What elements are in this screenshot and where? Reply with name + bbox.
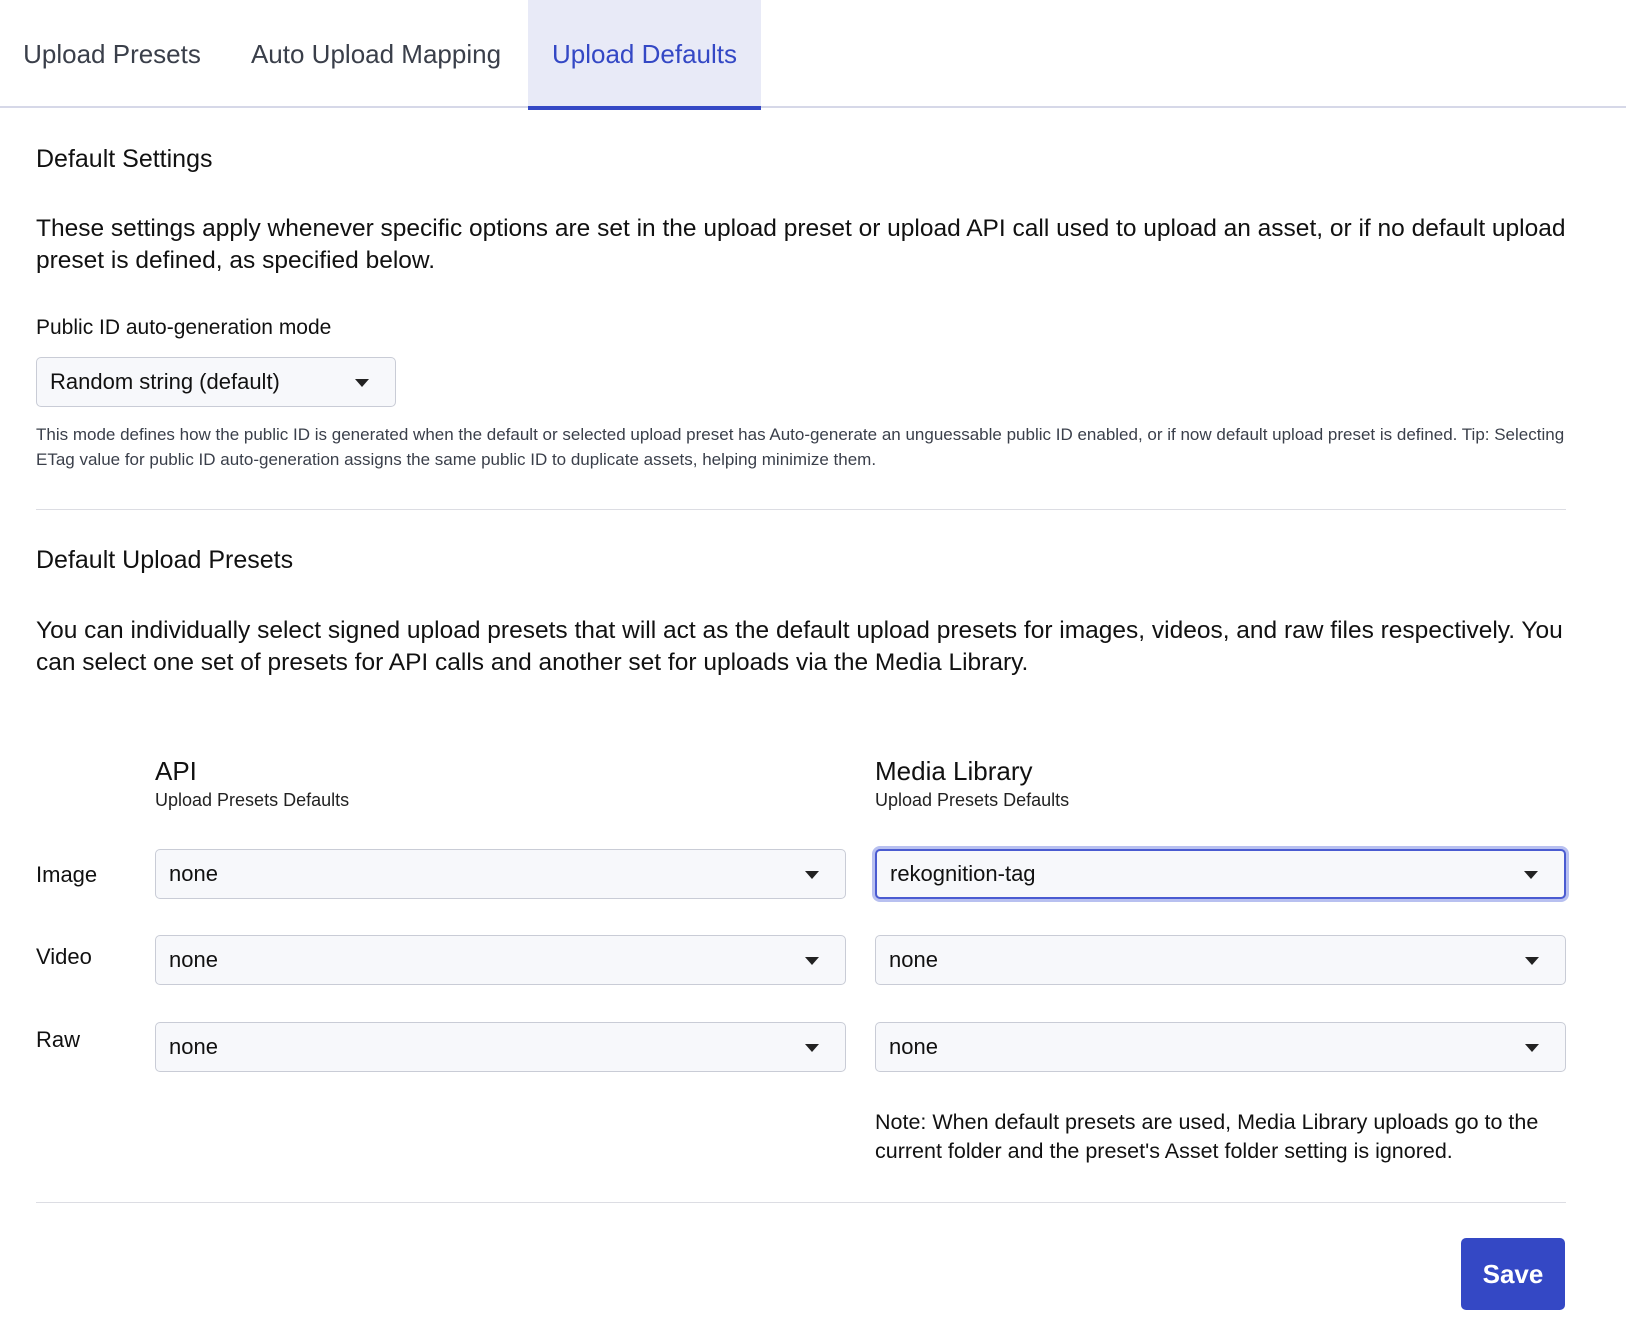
row-label-image: Image [36, 862, 98, 887]
media-library-video-value: none [889, 947, 938, 972]
media-library-image-value: rekognition-tag [890, 861, 1036, 886]
api-image-value: none [169, 861, 218, 886]
default-settings-heading: Default Settings [36, 145, 213, 173]
caret-down-icon [1525, 1044, 1539, 1052]
tab-upload-defaults[interactable] [528, 0, 761, 108]
tab-auto-upload-mapping[interactable] [224, 0, 528, 108]
save-button[interactable]: Save [1461, 1238, 1565, 1310]
media-library-raw-value: none [889, 1034, 938, 1059]
section-divider [36, 509, 1566, 510]
tab-upload-presets[interactable] [0, 0, 224, 108]
api-raw-value: none [169, 1034, 218, 1059]
default-settings-description: These settings apply whenever specific options are set in the upload preset or upload API call used to upload an asset, or if no default upload preset is defined, as specified below. [36, 215, 1566, 274]
media-library-column-title: Media Library [875, 756, 1033, 786]
media-library-column-subtitle: Upload Presets Defaults [875, 790, 1070, 810]
public-id-mode-select[interactable] [36, 357, 396, 407]
tab-bar [0, 0, 1626, 108]
caret-down-icon [1524, 871, 1538, 879]
caret-down-icon [1525, 957, 1539, 965]
media-library-raw-select[interactable] [875, 1022, 1566, 1072]
api-video-value: none [169, 947, 218, 972]
media-library-note: Note: When default presets are used, Media Library uploads go to the current folder and the preset's Asset folder setting is ignored. [875, 1110, 1539, 1163]
caret-down-icon [805, 1044, 819, 1052]
caret-down-icon [355, 379, 369, 387]
tab-label: Upload Defaults [552, 38, 737, 69]
media-library-image-select[interactable] [875, 849, 1566, 899]
api-raw-select[interactable] [155, 1022, 846, 1072]
default-presets-description: You can individually select signed upload presets that will act as the default upload presets for images, videos, and raw files respectively. You can select one set of presets for API calls and another set for uploads via the Media Library. [36, 617, 1563, 676]
caret-down-icon [805, 871, 819, 879]
api-image-select[interactable] [155, 849, 846, 899]
public-id-mode-help: This mode defines how the public ID is generated when the default or selected upload preset has Auto-generate an unguessable public ID enabled, or if now default upload preset is defined. Tip: Selecting ETag value for public ID auto-generation assigns the same public ID to duplicate assets, helping minimize them. [36, 425, 1565, 469]
tab-label: Auto Upload Mapping [250, 38, 502, 69]
api-video-select[interactable] [155, 935, 846, 985]
default-presets-heading: Default Upload Presets [36, 546, 294, 574]
media-library-video-select[interactable] [875, 935, 1566, 985]
public-id-mode-value: Random string (default) [50, 369, 280, 394]
row-label-raw: Raw [36, 1027, 81, 1052]
api-column-title: API [155, 756, 197, 786]
footer-divider [36, 1202, 1566, 1203]
row-label-video: Video [36, 944, 92, 969]
caret-down-icon [805, 957, 819, 965]
public-id-mode-label: Public ID auto-generation mode [36, 316, 332, 339]
tab-label: Upload Presets [23, 38, 201, 69]
api-column-subtitle: Upload Presets Defaults [155, 790, 350, 810]
